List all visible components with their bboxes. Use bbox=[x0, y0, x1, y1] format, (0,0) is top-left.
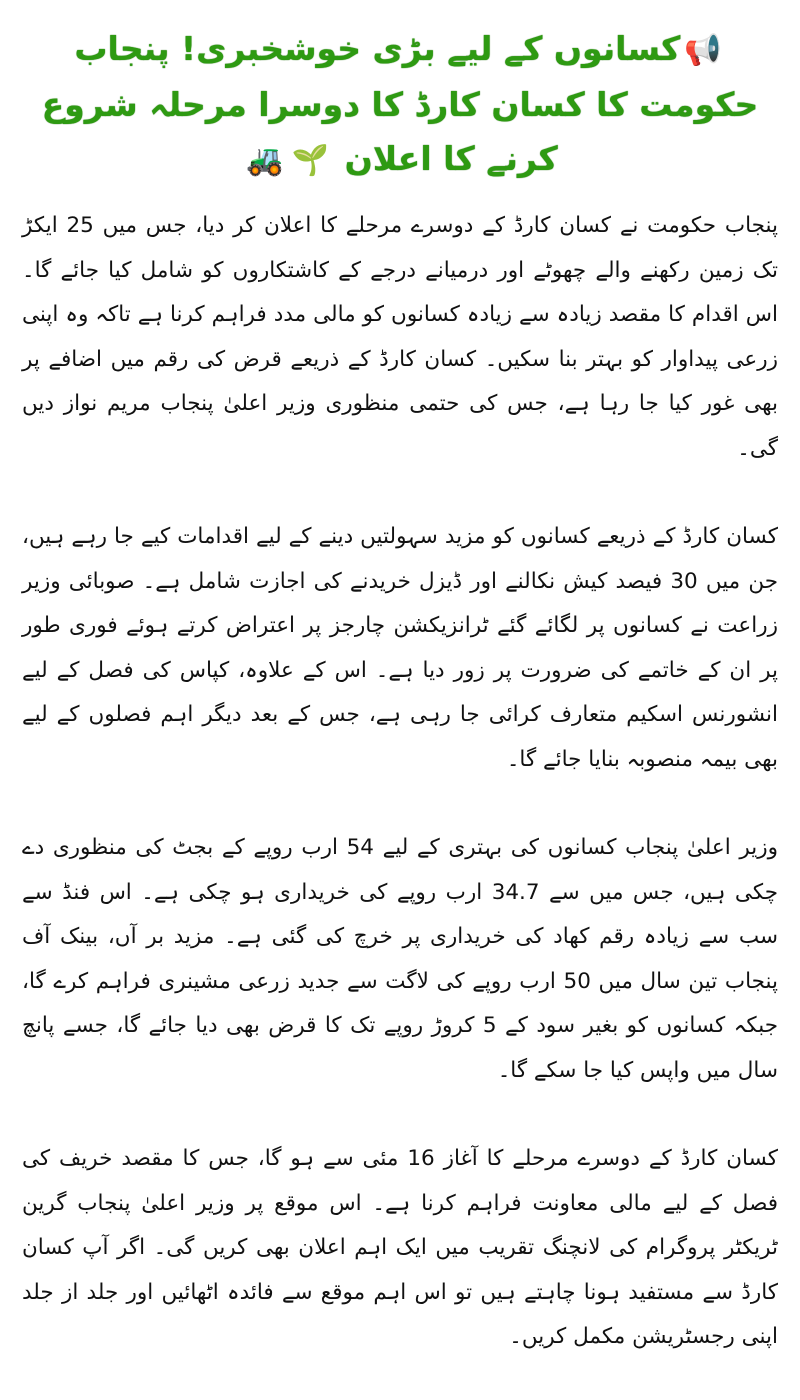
megaphone-icon: 📢 bbox=[684, 33, 722, 68]
article-paragraph: پنجاب حکومت نے کسان کارڈ کے دوسرے مرحلے کا اعلان کر دیا، جس میں 25 ایکڑ تک زمین رکھنے والے چھوٹے اور درمیانے درجے کے کاشتکاروں کو شامل کیا جائے گا۔ اس اقدام کا مقصد زیادہ سے زیادہ کسانوں کو مالی مدد فراہم کرنا ہے تاکہ وہ اپنی زرعی پیداوار کو بہتر بنا سکیں۔ کسان کارڈ کے ذریعے قرض کی رقم میں اضافے پر بھی غور کیا جا رہا ہے، جس کی حتمی منظوری وزیر اعلیٰ پنجاب مریم نواز دیں گی۔ bbox=[22, 213, 779, 461]
article-paragraph: وزیر اعلیٰ پنجاب کسانوں کی بہتری کے لیے 54 ارب روپے کے بجٹ کی منظوری دے چکی ہیں، جس میں سے 34.7 ارب روپے کی خریداری ہو چکی ہے۔ اس فنڈ سے سب سے زیادہ رقم کھاد کی خریداری پر خرچ کی گئی ہے۔ مزید بر آں، بینک آف پنجاب تین سال میں 50 ارب روپے کی لاگت سے جدید زرعی مشینری فراہم کرے گا، جبکہ کسانوں کو بغیر سود کے 5 کروڑ روپے تک کا قرض بھی دیا جائے گا، جسے پانچ سال میں واپس کیا جا سکے گا۔ bbox=[22, 835, 778, 1083]
tractor-icon: 🚜 bbox=[246, 143, 284, 178]
article-body bbox=[22, 204, 778, 1360]
headline-text: کسانوں کے لیے بڑی خوشخبری! پنجاب حکومت کا کسان کارڈ کا دوسرا مرحلہ شروع کرنے کا اعلان bbox=[41, 29, 759, 178]
headline bbox=[32, 22, 768, 188]
seedling-icon: 🌱 bbox=[291, 143, 330, 178]
article-paragraph: کسان کارڈ کے ذریعے کسانوں کو مزید سہولتیں دینے کے لیے اقدامات کیے جا رہے ہیں، جن میں 30 فیصد کیش نکالنے اور ڈیزل خریدنے کی اجازت شامل ہے۔ صوبائی وزیر زراعت نے کسانوں پر لگائے گئے ٹرانزیکشن چارجز پر اعتراض کرتے ہوئے فوری طور پر ان کے خاتمے کی ضرورت پر زور دیا ہے۔ اس کے علاوہ، کپاس کی فصل کے لیے انشورنس اسکیم متعارف کرائی جا رہی ہے، جس کے بعد دیگر اہم فصلوں کے لیے بھی بیمہ منصوبہ بنایا جائے گا۔ bbox=[22, 524, 778, 772]
article-paragraph: کسان کارڈ کے دوسرے مرحلے کا آغاز 16 مئی سے ہو گا، جس کا مقصد خریف کی فصل کے لیے مالی معاونت فراہم کرنا ہے۔ اس موقع پر وزیر اعلیٰ پنجاب گرین ٹریکٹر پروگرام کی لانچنگ تقریب میں ایک اہم اعلان بھی کریں گی۔ اگر آپ کسان کارڈ سے مستفید ہونا چاہتے ہیں تو اس اہم موقع سے فائدہ اٹھائیں اور جلد از جلد اپنی رجسٹریشن مکمل کریں۔ bbox=[22, 1146, 778, 1349]
